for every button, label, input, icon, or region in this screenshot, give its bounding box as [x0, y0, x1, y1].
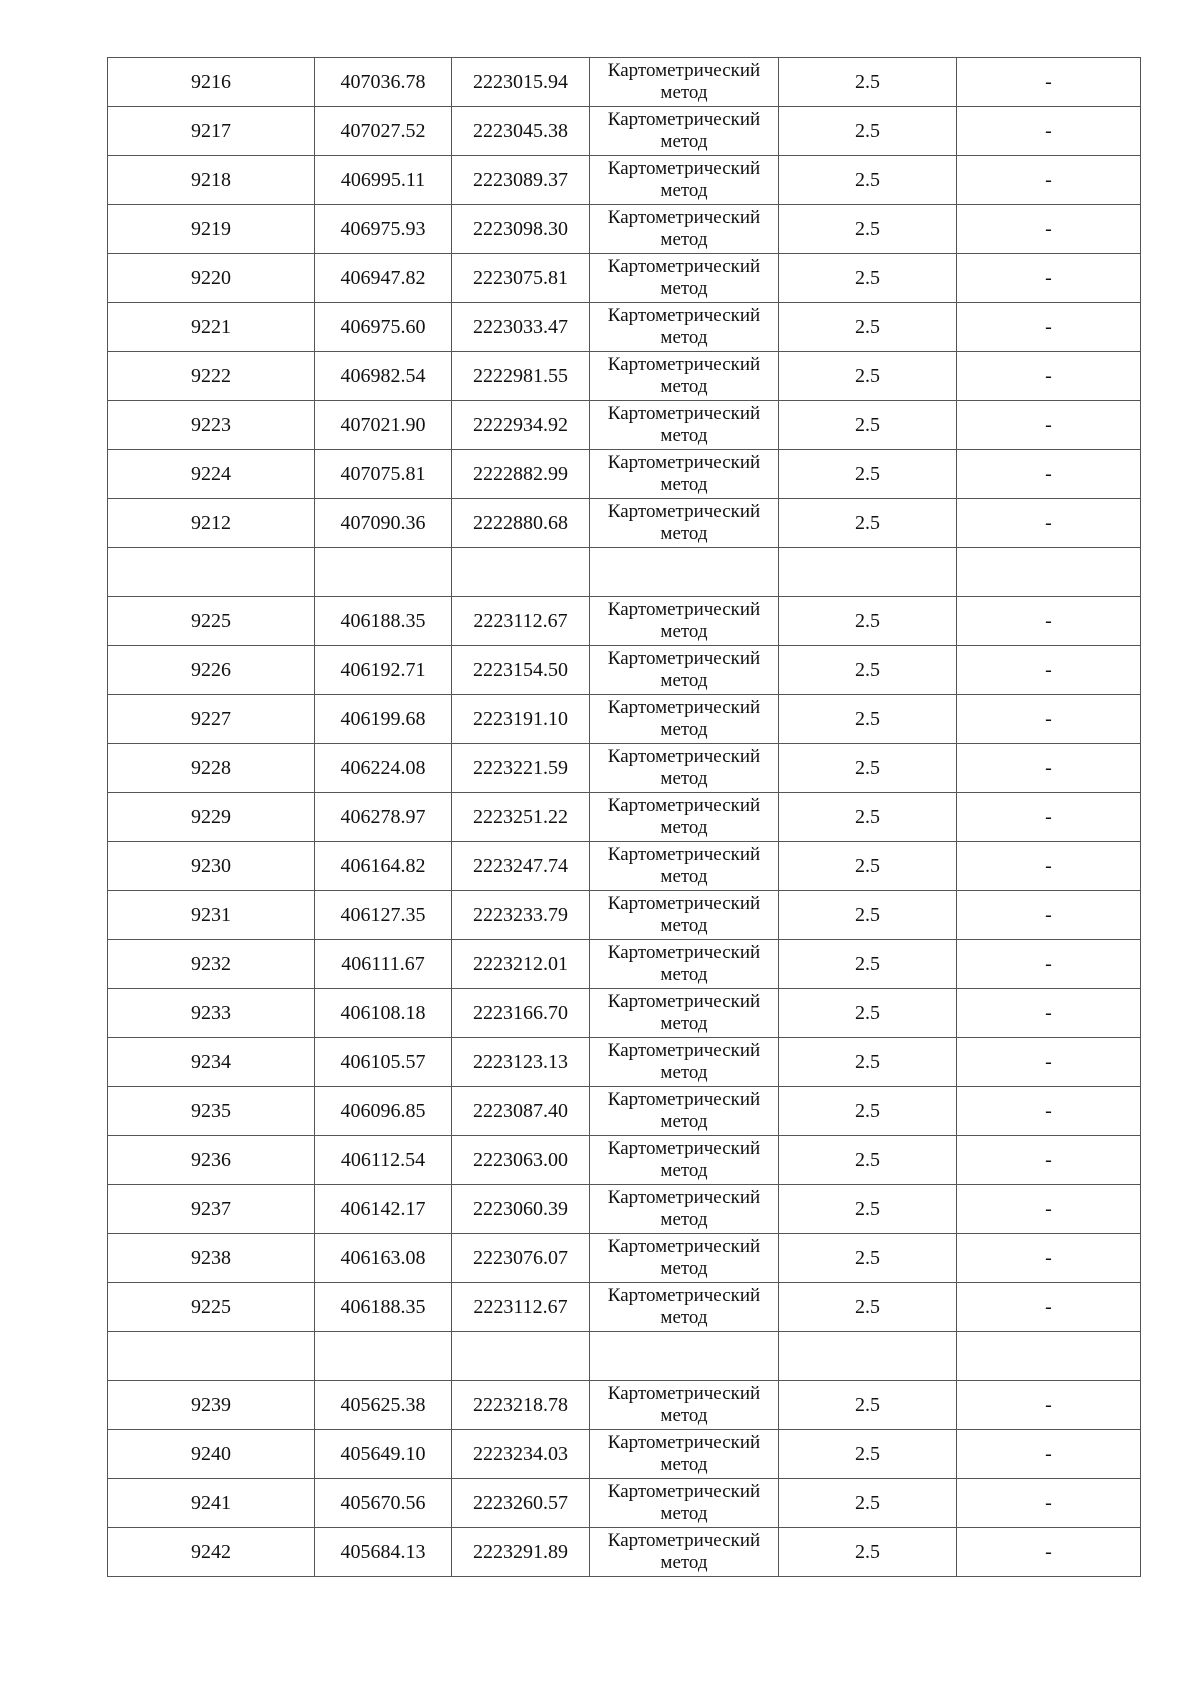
accuracy-cell: 2.5 — [779, 1283, 957, 1332]
y-coordinate-cell: 2223063.00 — [452, 1136, 590, 1185]
method-cell: Картометрический метод — [590, 793, 779, 842]
note-cell: - — [957, 205, 1141, 254]
y-coordinate-cell: 2223233.79 — [452, 891, 590, 940]
note-cell: - — [957, 1381, 1141, 1430]
point-number-cell: 9240 — [108, 1430, 315, 1479]
note-cell: - — [957, 891, 1141, 940]
accuracy-cell: 2.5 — [779, 597, 957, 646]
x-coordinate-cell — [315, 548, 452, 597]
y-coordinate-cell — [452, 548, 590, 597]
accuracy-cell: 2.5 — [779, 58, 957, 107]
note-cell: - — [957, 1283, 1141, 1332]
method-cell: Картометрический метод — [590, 646, 779, 695]
x-coordinate-cell: 406224.08 — [315, 744, 452, 793]
y-coordinate-cell: 2222934.92 — [452, 401, 590, 450]
y-coordinate-cell: 2223075.81 — [452, 254, 590, 303]
note-cell: - — [957, 303, 1141, 352]
point-number-cell: 9216 — [108, 58, 315, 107]
note-cell: - — [957, 989, 1141, 1038]
y-coordinate-cell: 2223291.89 — [452, 1528, 590, 1577]
point-number-cell: 9232 — [108, 940, 315, 989]
note-cell — [957, 548, 1141, 597]
x-coordinate-cell: 407027.52 — [315, 107, 452, 156]
x-coordinate-cell: 406105.57 — [315, 1038, 452, 1087]
method-cell: Картометрический метод — [590, 156, 779, 205]
y-coordinate-cell: 2223060.39 — [452, 1185, 590, 1234]
x-coordinate-cell: 406975.93 — [315, 205, 452, 254]
table-row — [108, 940, 1141, 989]
point-number-cell: 9231 — [108, 891, 315, 940]
method-cell: Картометрический метод — [590, 842, 779, 891]
accuracy-cell: 2.5 — [779, 695, 957, 744]
method-cell: Картометрический метод — [590, 401, 779, 450]
table-row — [108, 744, 1141, 793]
y-coordinate-cell: 2223045.38 — [452, 107, 590, 156]
method-cell: Картометрический метод — [590, 499, 779, 548]
method-cell: Картометрический метод — [590, 205, 779, 254]
note-cell: - — [957, 1136, 1141, 1185]
x-coordinate-cell: 407090.36 — [315, 499, 452, 548]
accuracy-cell: 2.5 — [779, 1185, 957, 1234]
point-number-cell: 9226 — [108, 646, 315, 695]
note-cell: - — [957, 1479, 1141, 1528]
note-cell: - — [957, 1038, 1141, 1087]
point-number-cell: 9227 — [108, 695, 315, 744]
method-cell: Картометрический метод — [590, 989, 779, 1038]
point-number-cell: 9219 — [108, 205, 315, 254]
x-coordinate-cell: 405670.56 — [315, 1479, 452, 1528]
note-cell: - — [957, 254, 1141, 303]
y-coordinate-cell: 2223033.47 — [452, 303, 590, 352]
method-cell: Картометрический метод — [590, 58, 779, 107]
table-row — [108, 1136, 1141, 1185]
x-coordinate-cell: 407036.78 — [315, 58, 452, 107]
note-cell: - — [957, 1234, 1141, 1283]
x-coordinate-cell: 407021.90 — [315, 401, 452, 450]
note-cell: - — [957, 401, 1141, 450]
note-cell: - — [957, 1430, 1141, 1479]
separator-row — [108, 1332, 1141, 1381]
point-number-cell: 9234 — [108, 1038, 315, 1087]
y-coordinate-cell: 2223098.30 — [452, 205, 590, 254]
x-coordinate-cell: 406164.82 — [315, 842, 452, 891]
point-number-cell: 9230 — [108, 842, 315, 891]
y-coordinate-cell: 2223015.94 — [452, 58, 590, 107]
note-cell: - — [957, 1185, 1141, 1234]
method-cell: Картометрический метод — [590, 891, 779, 940]
method-cell: Картометрический метод — [590, 1430, 779, 1479]
note-cell: - — [957, 744, 1141, 793]
point-number-cell: 9212 — [108, 499, 315, 548]
accuracy-cell — [779, 1332, 957, 1381]
accuracy-cell: 2.5 — [779, 499, 957, 548]
point-number-cell — [108, 1332, 315, 1381]
accuracy-cell: 2.5 — [779, 1528, 957, 1577]
accuracy-cell: 2.5 — [779, 254, 957, 303]
point-number-cell: 9220 — [108, 254, 315, 303]
separator-row — [108, 548, 1141, 597]
accuracy-cell: 2.5 — [779, 1479, 957, 1528]
note-cell: - — [957, 499, 1141, 548]
method-cell: Картометрический метод — [590, 1283, 779, 1332]
note-cell: - — [957, 1528, 1141, 1577]
table-row — [108, 1283, 1141, 1332]
coordinates-table — [107, 57, 1141, 1577]
method-cell: Картометрический метод — [590, 450, 779, 499]
accuracy-cell: 2.5 — [779, 1038, 957, 1087]
accuracy-cell: 2.5 — [779, 646, 957, 695]
coordinates-table-body — [108, 58, 1141, 1577]
x-coordinate-cell: 405649.10 — [315, 1430, 452, 1479]
point-number-cell: 9225 — [108, 1283, 315, 1332]
y-coordinate-cell: 2223191.10 — [452, 695, 590, 744]
table-row — [108, 450, 1141, 499]
x-coordinate-cell: 406995.11 — [315, 156, 452, 205]
point-number-cell: 9218 — [108, 156, 315, 205]
y-coordinate-cell: 2223087.40 — [452, 1087, 590, 1136]
accuracy-cell: 2.5 — [779, 450, 957, 499]
y-coordinate-cell: 2223218.78 — [452, 1381, 590, 1430]
method-cell: Картометрический метод — [590, 1381, 779, 1430]
method-cell — [590, 548, 779, 597]
point-number-cell: 9233 — [108, 989, 315, 1038]
accuracy-cell: 2.5 — [779, 842, 957, 891]
point-number-cell: 9229 — [108, 793, 315, 842]
y-coordinate-cell: 2222981.55 — [452, 352, 590, 401]
point-number-cell: 9228 — [108, 744, 315, 793]
table-row — [108, 989, 1141, 1038]
table-row — [108, 1087, 1141, 1136]
table-row — [108, 695, 1141, 744]
y-coordinate-cell: 2223154.50 — [452, 646, 590, 695]
y-coordinate-cell: 2223247.74 — [452, 842, 590, 891]
point-number-cell: 9225 — [108, 597, 315, 646]
note-cell: - — [957, 1087, 1141, 1136]
table-row — [108, 352, 1141, 401]
point-number-cell: 9217 — [108, 107, 315, 156]
y-coordinate-cell: 2223076.07 — [452, 1234, 590, 1283]
method-cell: Картометрический метод — [590, 352, 779, 401]
table-row — [108, 891, 1141, 940]
accuracy-cell: 2.5 — [779, 1430, 957, 1479]
table-row — [108, 1381, 1141, 1430]
point-number-cell: 9221 — [108, 303, 315, 352]
table-row — [108, 597, 1141, 646]
table-row — [108, 646, 1141, 695]
table-row — [108, 205, 1141, 254]
x-coordinate-cell: 406192.71 — [315, 646, 452, 695]
table-row — [108, 254, 1141, 303]
method-cell: Картометрический метод — [590, 940, 779, 989]
x-coordinate-cell: 406199.68 — [315, 695, 452, 744]
accuracy-cell: 2.5 — [779, 1087, 957, 1136]
x-coordinate-cell: 406947.82 — [315, 254, 452, 303]
method-cell: Картометрический метод — [590, 1136, 779, 1185]
accuracy-cell: 2.5 — [779, 989, 957, 1038]
table-row — [108, 303, 1141, 352]
accuracy-cell — [779, 548, 957, 597]
accuracy-cell: 2.5 — [779, 1234, 957, 1283]
method-cell: Картометрический метод — [590, 597, 779, 646]
table-row — [108, 156, 1141, 205]
x-coordinate-cell: 406096.85 — [315, 1087, 452, 1136]
method-cell: Картометрический метод — [590, 1038, 779, 1087]
accuracy-cell: 2.5 — [779, 1381, 957, 1430]
method-cell: Картометрический метод — [590, 107, 779, 156]
table-row — [108, 1479, 1141, 1528]
note-cell: - — [957, 793, 1141, 842]
method-cell: Картометрический метод — [590, 303, 779, 352]
accuracy-cell: 2.5 — [779, 156, 957, 205]
point-number-cell: 9237 — [108, 1185, 315, 1234]
accuracy-cell: 2.5 — [779, 793, 957, 842]
accuracy-cell: 2.5 — [779, 891, 957, 940]
note-cell: - — [957, 58, 1141, 107]
note-cell: - — [957, 156, 1141, 205]
x-coordinate-cell — [315, 1332, 452, 1381]
x-coordinate-cell: 406111.67 — [315, 940, 452, 989]
point-number-cell: 9241 — [108, 1479, 315, 1528]
table-row — [108, 107, 1141, 156]
note-cell: - — [957, 940, 1141, 989]
table-row — [108, 1234, 1141, 1283]
y-coordinate-cell — [452, 1332, 590, 1381]
point-number-cell: 9222 — [108, 352, 315, 401]
note-cell: - — [957, 646, 1141, 695]
accuracy-cell: 2.5 — [779, 940, 957, 989]
table-row — [108, 1430, 1141, 1479]
y-coordinate-cell: 2223089.37 — [452, 156, 590, 205]
table-row — [108, 1038, 1141, 1087]
table-row — [108, 793, 1141, 842]
x-coordinate-cell: 406982.54 — [315, 352, 452, 401]
method-cell: Картометрический метод — [590, 1528, 779, 1577]
point-number-cell: 9235 — [108, 1087, 315, 1136]
y-coordinate-cell: 2222880.68 — [452, 499, 590, 548]
point-number-cell: 9224 — [108, 450, 315, 499]
x-coordinate-cell: 406975.60 — [315, 303, 452, 352]
method-cell — [590, 1332, 779, 1381]
x-coordinate-cell: 407075.81 — [315, 450, 452, 499]
x-coordinate-cell: 406108.18 — [315, 989, 452, 1038]
method-cell: Картометрический метод — [590, 695, 779, 744]
y-coordinate-cell: 2222882.99 — [452, 450, 590, 499]
x-coordinate-cell: 406112.54 — [315, 1136, 452, 1185]
table-row — [108, 1185, 1141, 1234]
y-coordinate-cell: 2223251.22 — [452, 793, 590, 842]
y-coordinate-cell: 2223212.01 — [452, 940, 590, 989]
y-coordinate-cell: 2223123.13 — [452, 1038, 590, 1087]
note-cell: - — [957, 352, 1141, 401]
method-cell: Картометрический метод — [590, 254, 779, 303]
table-row — [108, 401, 1141, 450]
table-row — [108, 842, 1141, 891]
y-coordinate-cell: 2223221.59 — [452, 744, 590, 793]
note-cell: - — [957, 597, 1141, 646]
point-number-cell: 9239 — [108, 1381, 315, 1430]
point-number-cell: 9223 — [108, 401, 315, 450]
method-cell: Картометрический метод — [590, 1087, 779, 1136]
x-coordinate-cell: 405625.38 — [315, 1381, 452, 1430]
point-number-cell: 9242 — [108, 1528, 315, 1577]
accuracy-cell: 2.5 — [779, 352, 957, 401]
method-cell: Картометрический метод — [590, 744, 779, 793]
point-number-cell: 9238 — [108, 1234, 315, 1283]
y-coordinate-cell: 2223112.67 — [452, 597, 590, 646]
note-cell: - — [957, 842, 1141, 891]
method-cell: Картометрический метод — [590, 1234, 779, 1283]
y-coordinate-cell: 2223260.57 — [452, 1479, 590, 1528]
x-coordinate-cell: 406188.35 — [315, 597, 452, 646]
note-cell: - — [957, 107, 1141, 156]
accuracy-cell: 2.5 — [779, 744, 957, 793]
point-number-cell: 9236 — [108, 1136, 315, 1185]
accuracy-cell: 2.5 — [779, 205, 957, 254]
method-cell: Картометрический метод — [590, 1185, 779, 1234]
point-number-cell — [108, 548, 315, 597]
x-coordinate-cell: 406127.35 — [315, 891, 452, 940]
table-row — [108, 499, 1141, 548]
accuracy-cell: 2.5 — [779, 303, 957, 352]
y-coordinate-cell: 2223166.70 — [452, 989, 590, 1038]
y-coordinate-cell: 2223234.03 — [452, 1430, 590, 1479]
x-coordinate-cell: 405684.13 — [315, 1528, 452, 1577]
x-coordinate-cell: 406142.17 — [315, 1185, 452, 1234]
table-row — [108, 1528, 1141, 1577]
x-coordinate-cell: 406163.08 — [315, 1234, 452, 1283]
method-cell: Картометрический метод — [590, 1479, 779, 1528]
accuracy-cell: 2.5 — [779, 401, 957, 450]
table-row — [108, 58, 1141, 107]
x-coordinate-cell: 406188.35 — [315, 1283, 452, 1332]
y-coordinate-cell: 2223112.67 — [452, 1283, 590, 1332]
note-cell — [957, 1332, 1141, 1381]
note-cell: - — [957, 695, 1141, 744]
accuracy-cell: 2.5 — [779, 107, 957, 156]
note-cell: - — [957, 450, 1141, 499]
accuracy-cell: 2.5 — [779, 1136, 957, 1185]
x-coordinate-cell: 406278.97 — [315, 793, 452, 842]
